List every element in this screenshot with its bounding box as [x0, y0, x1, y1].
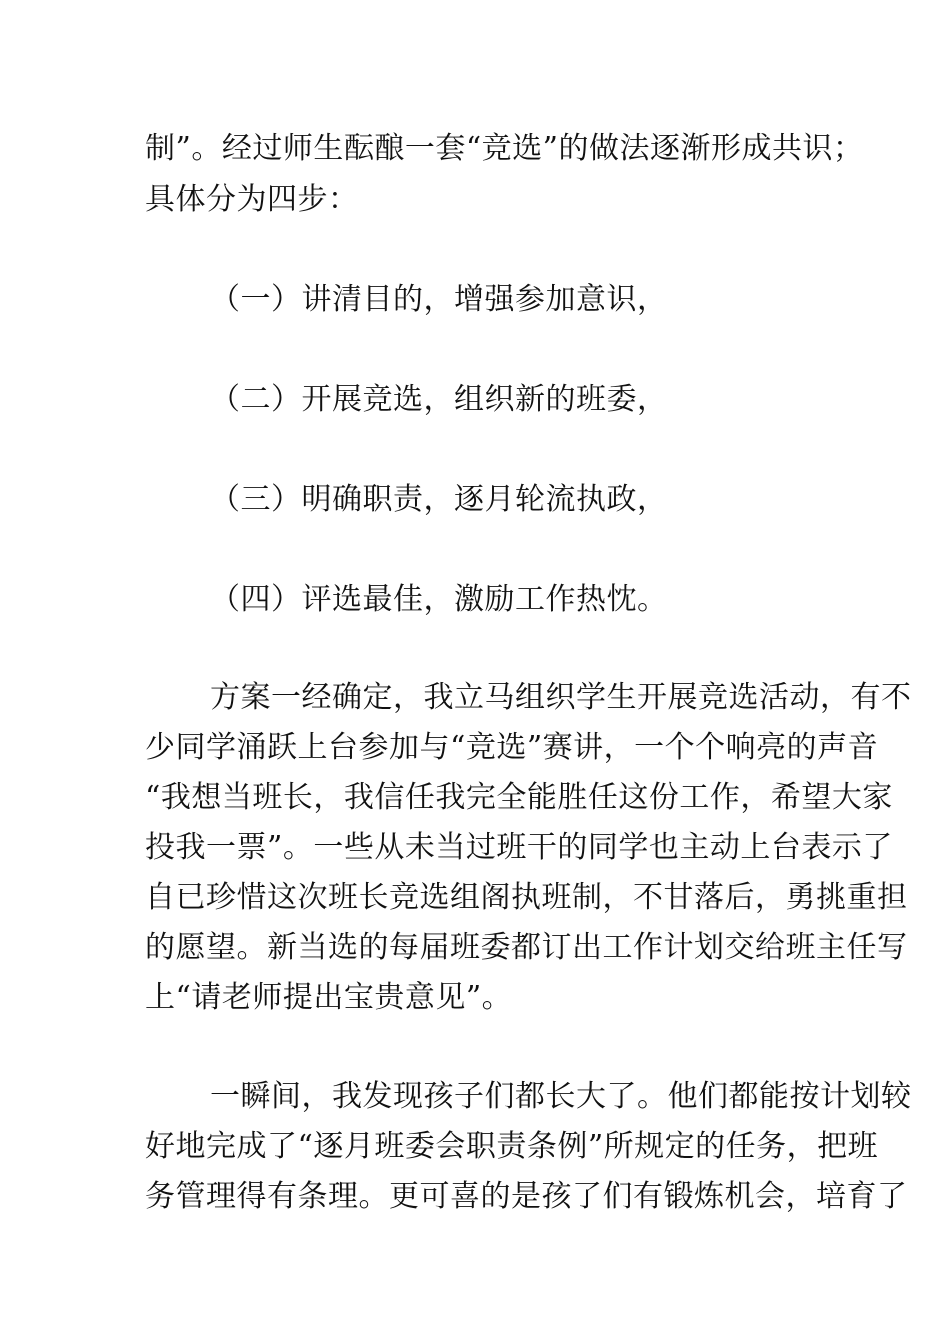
paragraph-1-line-4: 投我一票”。一些从未当过班干的同学也主动上台表示了	[145, 830, 893, 865]
paragraph-1-line-2: 少同学涌跃上台参加与“竞选”赛讲，一个个响亮的声音	[145, 730, 879, 765]
paragraph-1-line-1: 方案一经确定，我立马组织学生开展竞选活动，有不	[210, 680, 912, 715]
step-2: （二）开展竞选，组织新的班委，	[210, 382, 668, 417]
paragraph-1-line-6: 的愿望。新当选的每届班委都订出工作计划交给班主任写	[145, 930, 908, 965]
intro-line-1: 制”。经过师生酝酿一套“竞选”的做法逐渐形成共识；	[145, 131, 864, 166]
paragraph-2-line-2: 好地完成了“逐月班委会职责条例”所规定的任务，把班	[145, 1129, 879, 1164]
step-3: （三）明确职责，逐月轮流执政，	[210, 482, 668, 517]
paragraph-2-line-3: 务管理得有条理。更可喜的是孩了们有锻炼机会，培育了	[145, 1179, 908, 1214]
paragraph-1-line-7: 上“请老师提出宝贵意见”。	[145, 980, 513, 1015]
paragraph-2-line-1: 一瞬间，我发现孩子们都长大了。他们都能按计划较	[210, 1079, 912, 1114]
step-1: （一）讲清目的，增强参加意识，	[210, 282, 668, 317]
step-4: （四）评选最佳，激励工作热忱。	[210, 582, 668, 617]
paragraph-1-line-3: “我想当班长，我信任我完全能胜任这份工作，希望大家	[145, 780, 893, 815]
paragraph-1-line-5: 自已珍惜这次班长竞选组阁执班制，不甘落后，勇挑重担	[145, 880, 908, 915]
intro-line-2: 具体分为四步：	[145, 182, 359, 217]
